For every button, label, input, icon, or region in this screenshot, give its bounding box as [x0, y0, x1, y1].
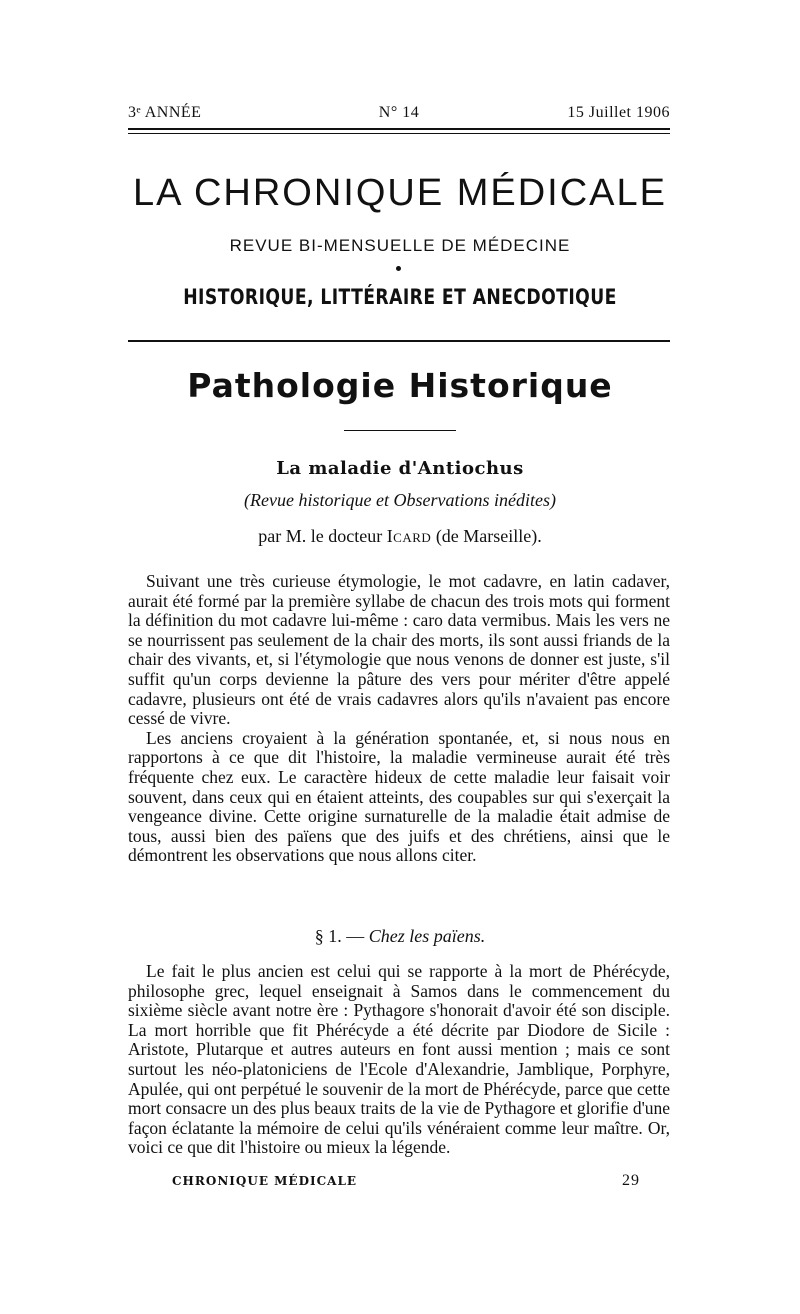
masthead-rule	[128, 340, 670, 342]
journal-title: LA CHRONIQUE MÉDICALE	[133, 172, 667, 214]
subsection-number: § 1. —	[314, 926, 365, 946]
journal-subtitle-1: REVUE BI-MENSUELLE DE MÉDECINE	[229, 236, 571, 255]
journal-subtitle-2: HISTORIQUE, LITTÉRAIRE ET ANECDOTIQUE	[183, 285, 617, 309]
subsection-heading	[100, 926, 700, 947]
byline-suffix: (de Marseille).	[435, 526, 542, 546]
separator-dot	[396, 266, 401, 271]
section-heading: Pathologie Historique	[187, 366, 613, 405]
article-subtitle: (Revue historique et Observations inédites)	[244, 490, 556, 510]
paragraph: Le fait le plus ancien est celui qui se rapporte à la mort de Phérécyde, philosophe grec, lequel enseignait à Samos dans le commencement du sixième siècle avant notre ère : Pythagore s'honorait d'avoir été son disciple. La mort horrible que fit Phérécyde a été décrite par Diodore de Sicile : Aristote, Plutarque et autres auteurs en font aussi mention ; mais ce sont surtout les néo-platoniciens de l'Ecole d'Alexandrie, Jamblique, Porphyre, Apulée, qui ont perpétué le souvenir de la mort de Phérécyde, parce que cette mort consacre un des plus beaux traits de la vie de Pythagore et glorifie d'une façon éclatante la mémoire de celui qu'ils vénéraient comme leur maître. Or, voici ce que dit l'histoire ou mieux la légende.	[128, 961, 670, 1158]
issue-date: 15 Juillet 1906	[567, 104, 670, 121]
volume-year: 3ᵉ ANNÉE	[128, 104, 202, 121]
article-body-intro	[128, 572, 670, 866]
article-title: La maladie d'Antiochus	[276, 458, 524, 479]
article-byline	[100, 526, 700, 547]
header-rule-top	[128, 128, 670, 130]
paragraph: Les anciens croyaient à la génération spontanée, et, si nous nous en rapportons à ce que dit l'histoire, la maladie vermineuse aurait été très fréquente chez eux. Le caractère hideux de cette maladie leur faisait voir souvent, dans ceux qui en étaient atteints, des coupables sur qui s'exerçait la vengeance divine. Cette origine surnaturelle de la maladie était admise de tous, aussi bien des païens que des juifs et des chrétiens, ainsi que le démontrent les observations que nous allons citer.	[128, 727, 670, 866]
byline-author: Icard	[386, 526, 432, 546]
section-rule	[344, 430, 456, 431]
page-number: 29	[622, 1172, 640, 1189]
subsection-title: Chez les païens.	[368, 926, 486, 946]
footer-journal: CHRONIQUE MÉDICALE	[172, 1174, 358, 1188]
byline-prefix: par M. le docteur	[258, 526, 383, 546]
paragraph: Suivant une très curieuse étymologie, le mot cadavre, en latin cadaver, aurait été formé par la première syllabe de chacun des trois mots qui forment la définition du mot cadavre lui-même : caro data vermibus. Mais les vers ne se nourrissent pas seulement de la chair des morts, ils sont aussi friands de la chair des vivants, et, si l'étymologie que nous venons de donner est juste, s'il suffit qu'un corps devienne la pâture des vers pour mériter d'être appelé cadavre, plusieurs ont été de vrais cadavres alors qu'ils n'avaient pas encore cessé de vivre.	[128, 571, 670, 729]
article-body-section-1	[128, 962, 670, 1158]
issue-number: N° 14	[378, 104, 420, 121]
header-rule-bottom	[128, 133, 670, 134]
